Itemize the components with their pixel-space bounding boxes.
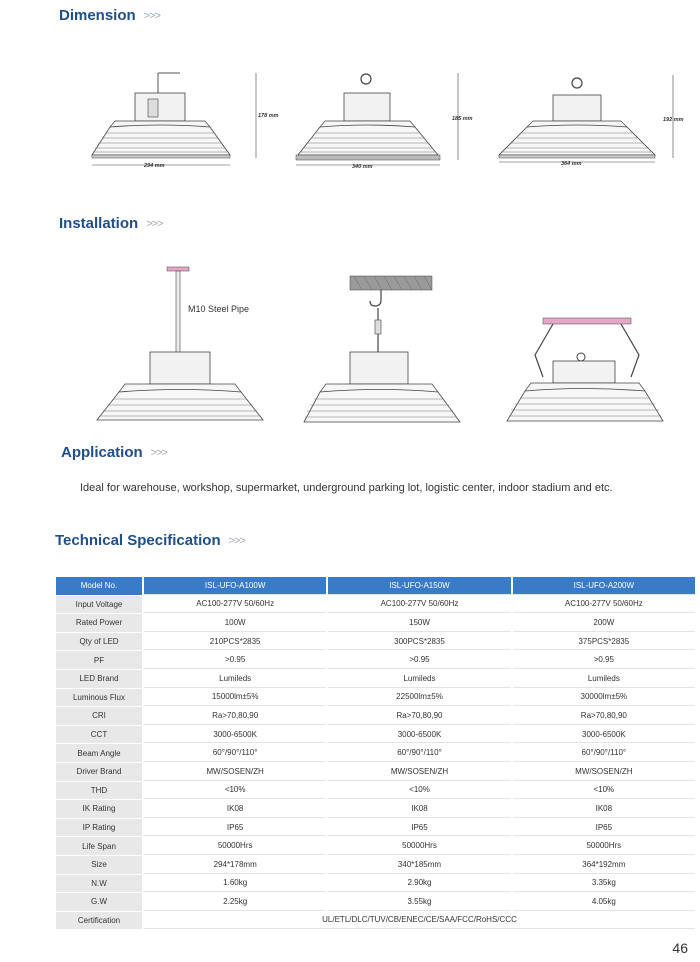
spec-cell: <10% bbox=[328, 782, 510, 800]
spec-cell: Ra>70,80,90 bbox=[144, 707, 326, 725]
spec-cell: 100W bbox=[144, 614, 326, 632]
model-a200w: ISL-UFO-A200W bbox=[513, 577, 695, 595]
spec-cell: 15000lm±5% bbox=[144, 689, 326, 707]
spec-cell: 3.35kg bbox=[513, 875, 695, 893]
technical-title: Technical Specification bbox=[55, 532, 221, 549]
spec-row bbox=[56, 614, 695, 632]
spec-cell: >0.95 bbox=[328, 651, 510, 669]
spec-header-row bbox=[56, 577, 695, 595]
spec-row bbox=[56, 782, 695, 800]
spec-cell: 375PCS*2835 bbox=[513, 633, 695, 651]
chevrons-icon: >>> bbox=[150, 446, 167, 459]
spec-cell: 3000-6500K bbox=[513, 726, 695, 744]
spec-cell: 50000Hrs bbox=[328, 837, 510, 855]
spec-cell: 60°/90°/110° bbox=[513, 744, 695, 762]
spec-cell: IK08 bbox=[144, 800, 326, 818]
width-label-a150w: 340 mm bbox=[352, 164, 373, 170]
pipe-label: M10 Steel Pipe bbox=[188, 304, 250, 314]
spec-cell: <10% bbox=[144, 782, 326, 800]
spec-row-label: N.W bbox=[56, 875, 142, 893]
technical-heading bbox=[55, 532, 245, 549]
spec-cell: 340*185mm bbox=[328, 856, 510, 874]
spec-cell: IP65 bbox=[513, 819, 695, 837]
spec-row-label: G.W bbox=[56, 893, 142, 911]
spec-cell: IK08 bbox=[328, 800, 510, 818]
spec-row-label: LED Brand bbox=[56, 670, 142, 688]
header-label: Model No. bbox=[56, 577, 142, 595]
spec-row bbox=[56, 726, 695, 744]
spec-row-label: Size bbox=[56, 856, 142, 874]
installation-hook-mount bbox=[302, 270, 462, 430]
spec-cell: 50000Hrs bbox=[513, 837, 695, 855]
spec-row bbox=[56, 837, 695, 855]
spec-row-label: Driver Brand bbox=[56, 763, 142, 781]
model-a100w: ISL-UFO-A100W bbox=[144, 577, 326, 595]
spec-row-label: Input Voltage bbox=[56, 596, 142, 614]
spec-table bbox=[54, 576, 697, 930]
spec-row bbox=[56, 893, 695, 911]
spec-row-label: Beam Angle bbox=[56, 744, 142, 762]
spec-cell: 22500lm±5% bbox=[328, 689, 510, 707]
dimension-drawing-a150w bbox=[290, 65, 490, 175]
spec-row-label: Life Span bbox=[56, 837, 142, 855]
spec-cell: >0.95 bbox=[144, 651, 326, 669]
certification-label: Certification bbox=[56, 912, 142, 930]
width-label-a100w: 294 mm bbox=[144, 163, 165, 169]
chevrons-icon: >>> bbox=[146, 217, 163, 230]
spec-row bbox=[56, 819, 695, 837]
application-title: Application bbox=[61, 444, 143, 461]
spec-cell: 30000lm±5% bbox=[513, 689, 695, 707]
spec-cell: IP65 bbox=[328, 819, 510, 837]
spec-cell: 2.90kg bbox=[328, 875, 510, 893]
spec-row bbox=[56, 707, 695, 725]
spec-cell: 364*192mm bbox=[513, 856, 695, 874]
spec-row-label: PF bbox=[56, 651, 142, 669]
spec-cell: 3.55kg bbox=[328, 893, 510, 911]
spec-cell: MW/SOSEN/ZH bbox=[513, 763, 695, 781]
spec-cell: 50000Hrs bbox=[144, 837, 326, 855]
spec-cell: 210PCS*2835 bbox=[144, 633, 326, 651]
dimension-drawing-a200w bbox=[495, 65, 695, 175]
spec-cell: 2.25kg bbox=[144, 893, 326, 911]
spec-cell: AC100-277V 50/60Hz bbox=[513, 596, 695, 614]
spec-row bbox=[56, 856, 695, 874]
dimension-drawing-a100w bbox=[80, 65, 280, 175]
dimension-title: Dimension bbox=[59, 7, 136, 24]
installation-bracket-mount bbox=[505, 315, 665, 430]
spec-row-label: Luminous Flux bbox=[56, 689, 142, 707]
certification-value: UL/ETL/DLC/TUV/CB/ENEC/CE/SAA/FCC/RoHS/CCC bbox=[144, 912, 695, 930]
spec-cell: IK08 bbox=[513, 800, 695, 818]
spec-row bbox=[56, 651, 695, 669]
spec-row-label: THD bbox=[56, 782, 142, 800]
spec-row bbox=[56, 875, 695, 893]
spec-cell: 3000-6500K bbox=[144, 726, 326, 744]
chevrons-icon: >>> bbox=[143, 9, 160, 22]
application-text: Ideal for warehouse, workshop, supermarket, underground parking lot, logistic center, indoor stadium and etc. bbox=[80, 482, 613, 494]
dimension-heading bbox=[59, 7, 160, 24]
spec-row-label: IK Rating bbox=[56, 800, 142, 818]
spec-row bbox=[56, 670, 695, 688]
application-heading bbox=[61, 444, 167, 461]
spec-cell: 60°/90°/110° bbox=[328, 744, 510, 762]
spec-row-label: Qty of LED bbox=[56, 633, 142, 651]
spec-row-label: CCT bbox=[56, 726, 142, 744]
spec-row bbox=[56, 633, 695, 651]
spec-cell: 4.05kg bbox=[513, 893, 695, 911]
spec-cell: 3000-6500K bbox=[328, 726, 510, 744]
installation-pipe-mount bbox=[95, 262, 265, 427]
installation-heading bbox=[59, 215, 162, 232]
height-label-a150w: 185 mm bbox=[452, 116, 473, 122]
spec-row bbox=[56, 763, 695, 781]
spec-cell: Ra>70,80,90 bbox=[513, 707, 695, 725]
spec-cell: Lumileds bbox=[144, 670, 326, 688]
spec-row bbox=[56, 800, 695, 818]
spec-cell: AC100-277V 50/60Hz bbox=[328, 596, 510, 614]
spec-cell: Lumileds bbox=[513, 670, 695, 688]
spec-cell: IP65 bbox=[144, 819, 326, 837]
spec-row bbox=[56, 689, 695, 707]
spec-cell: 294*178mm bbox=[144, 856, 326, 874]
spec-cell: 150W bbox=[328, 614, 510, 632]
model-a150w: ISL-UFO-A150W bbox=[328, 577, 510, 595]
spec-cell: Ra>70,80,90 bbox=[328, 707, 510, 725]
spec-cell: MW/SOSEN/ZH bbox=[144, 763, 326, 781]
spec-cell: 1.60kg bbox=[144, 875, 326, 893]
certification-row bbox=[56, 912, 695, 930]
page-number: 46 bbox=[672, 940, 688, 956]
spec-row-label: IP Rating bbox=[56, 819, 142, 837]
chevrons-icon: >>> bbox=[228, 534, 245, 547]
spec-cell: 60°/90°/110° bbox=[144, 744, 326, 762]
height-label-a100w: 178 mm bbox=[258, 113, 279, 119]
spec-cell: Lumileds bbox=[328, 670, 510, 688]
spec-cell: 200W bbox=[513, 614, 695, 632]
height-label-a200w: 192 mm bbox=[663, 117, 684, 123]
spec-cell: >0.95 bbox=[513, 651, 695, 669]
spec-cell: AC100-277V 50/60Hz bbox=[144, 596, 326, 614]
spec-row-label: Rated Power bbox=[56, 614, 142, 632]
spec-cell: 300PCS*2835 bbox=[328, 633, 510, 651]
installation-title: Installation bbox=[59, 215, 139, 232]
spec-row bbox=[56, 596, 695, 614]
spec-row-label: CRI bbox=[56, 707, 142, 725]
spec-cell: <10% bbox=[513, 782, 695, 800]
spec-row bbox=[56, 744, 695, 762]
width-label-a200w: 364 mm bbox=[561, 161, 582, 167]
spec-cell: MW/SOSEN/ZH bbox=[328, 763, 510, 781]
